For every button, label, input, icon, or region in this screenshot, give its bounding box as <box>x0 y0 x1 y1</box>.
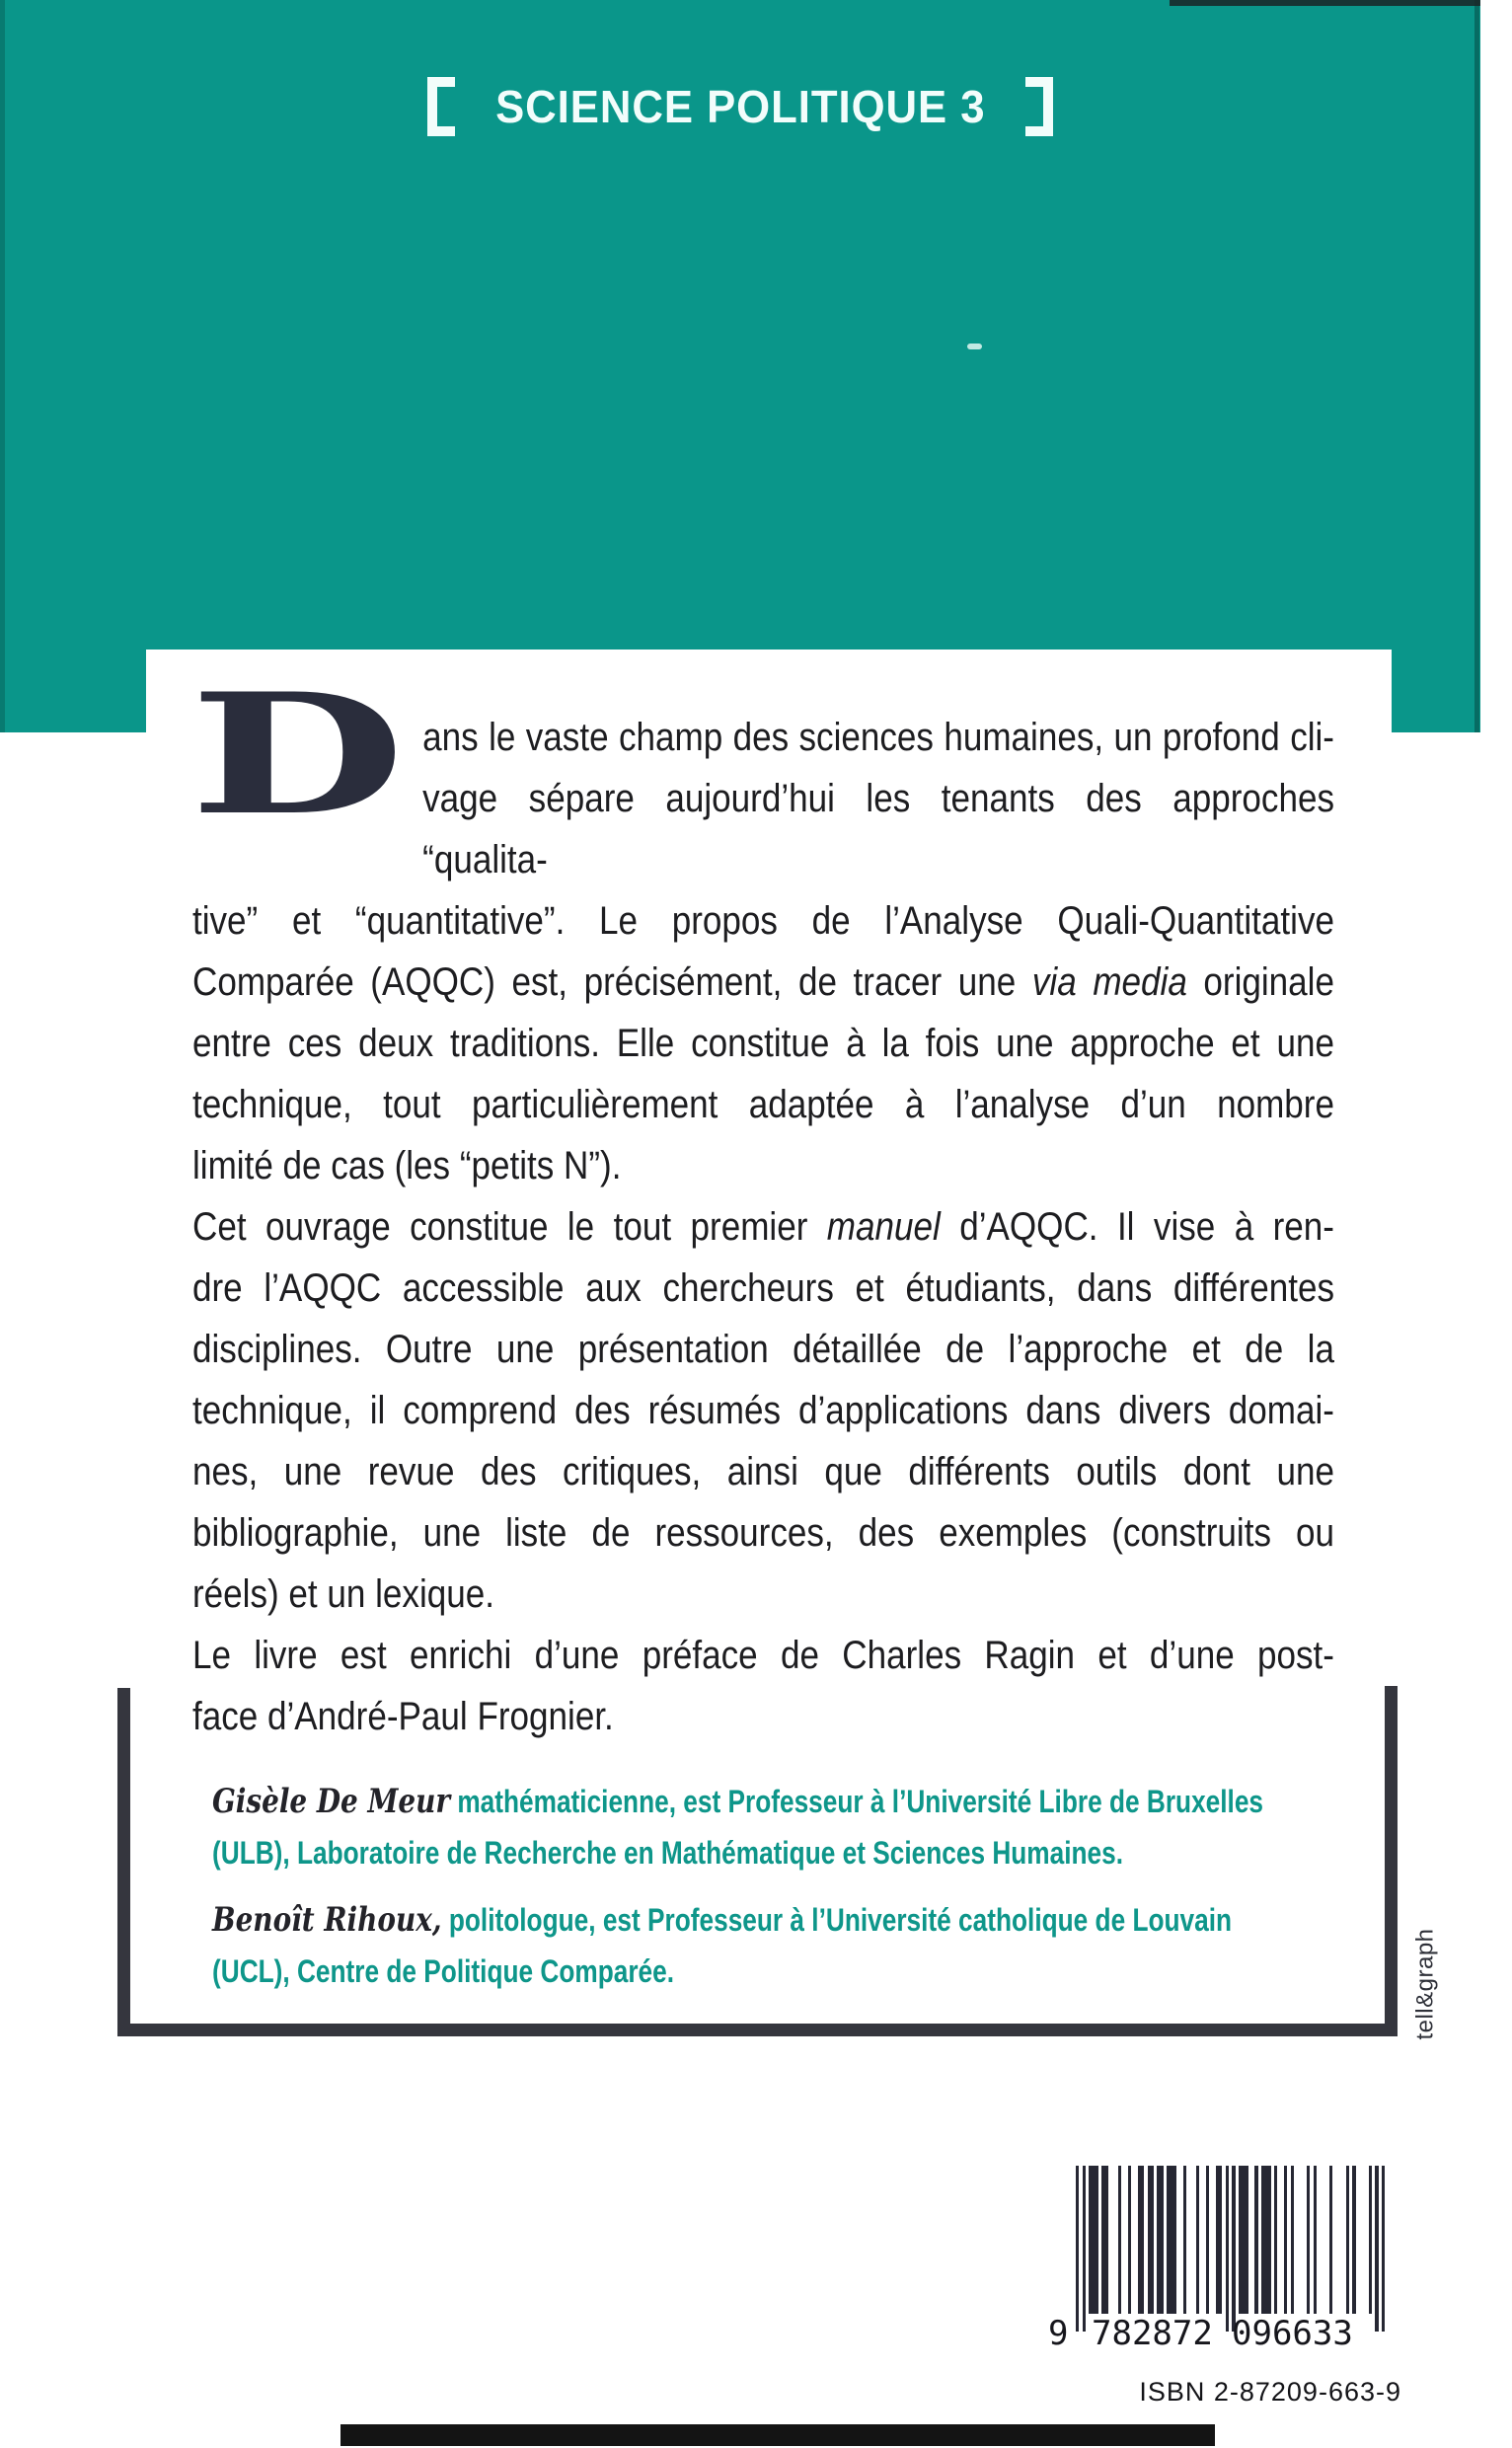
blurb-text <box>192 707 1334 1747</box>
blurb-line: bibliographie, une liste de ressources, des exemples (construits ou <box>192 1511 1334 1555</box>
print-artifact <box>967 344 982 349</box>
left-bracket-icon <box>427 77 455 136</box>
series-title: SCIENCE POLITIQUE 3 <box>494 81 986 132</box>
blurb-line: réels) et un lexique. <box>192 1572 494 1616</box>
teal-header-band <box>0 0 1480 732</box>
blurb-line: tive” et “quantitative”. Le propos de l’Analyse Quali-Quantitative <box>192 899 1334 943</box>
blurb-line: face d’André-Paul Frognier. <box>192 1695 614 1738</box>
series-header <box>0 75 1480 138</box>
ean-barcode <box>1048 2166 1386 2353</box>
author-frame-bottom <box>117 2024 1398 2036</box>
author-name: Gisèle De Meur <box>212 1782 451 1821</box>
blurb-line: Le livre est enrichi d’une préface de Charles Ragin et d’une post- <box>192 1634 1334 1677</box>
author-line: Benoît Rihoux, politologue, est Professeur à l’Université catholique de Louvain <box>212 1900 1233 1940</box>
blurb-line: limité de cas (les “petits N”). <box>192 1144 622 1187</box>
barcode-digit-lead: 9 <box>1048 2314 1069 2353</box>
barcode-digits-right: 096633 <box>1232 2314 1353 2353</box>
blurb-line: technique, tout particulièrement adaptée à l’analyse d’un nombre <box>192 1083 1334 1126</box>
author-line: (UCL), Centre de Politique Comparée. <box>212 1953 675 1989</box>
right-bracket-icon <box>1025 77 1053 136</box>
isbn-label: ISBN 2-87209-663-9 <box>1139 2377 1401 2407</box>
author-frame-right <box>1385 1686 1398 2035</box>
blurb-line: Comparée (AQQC) est, précisément, de tracer une via media originale <box>192 960 1334 1004</box>
blurb-line: ans le vaste champ des sciences humaines, un profond cli- <box>422 716 1334 759</box>
blurb-line: Cet ouvrage constitue le tout premier manuel d’AQQC. Il vise à ren- <box>192 1205 1334 1249</box>
blurb-line: technique, il comprend des résumés d’applications dans divers domai- <box>192 1389 1334 1432</box>
author-line: Gisèle De Meur mathématicienne, est Professeur à l’Université Libre de Bruxelles <box>212 1782 1264 1821</box>
author-line: (ULB), Laboratoire de Recherche en Mathématique et Sciences Humaines. <box>212 1835 1124 1871</box>
blurb-line: dre l’AQQC accessible aux chercheurs et étudiants, dans différentes <box>192 1266 1334 1310</box>
blurb-line: disciplines. Outre une présentation détaillée de l’approche et de la <box>192 1328 1334 1371</box>
scan-edge-left <box>0 0 5 732</box>
blurb-line: nes, une revue des critiques, ainsi que différents outils dont une <box>192 1450 1334 1493</box>
scan-edge-top <box>1170 0 1480 6</box>
barcode-digits-left: 782872 <box>1092 2314 1213 2353</box>
blurb-line: entre ces deux traditions. Elle constitue à la fois une approche et une <box>192 1022 1334 1065</box>
blurb-line: vage sépare aujourd’hui les tenants des approches “qualita- <box>422 777 1334 881</box>
author-bios <box>212 1776 1337 1997</box>
drop-cap: D <box>189 656 406 852</box>
author-name: Benoît Rihoux, <box>212 1900 442 1940</box>
scan-edge-right <box>1474 0 1479 732</box>
author-frame-left <box>117 1688 130 2035</box>
publisher-logo: tell&graph <box>1411 1928 1439 2040</box>
barcode-bars <box>1076 2166 1386 2333</box>
bottom-black-bar <box>340 2424 1215 2446</box>
